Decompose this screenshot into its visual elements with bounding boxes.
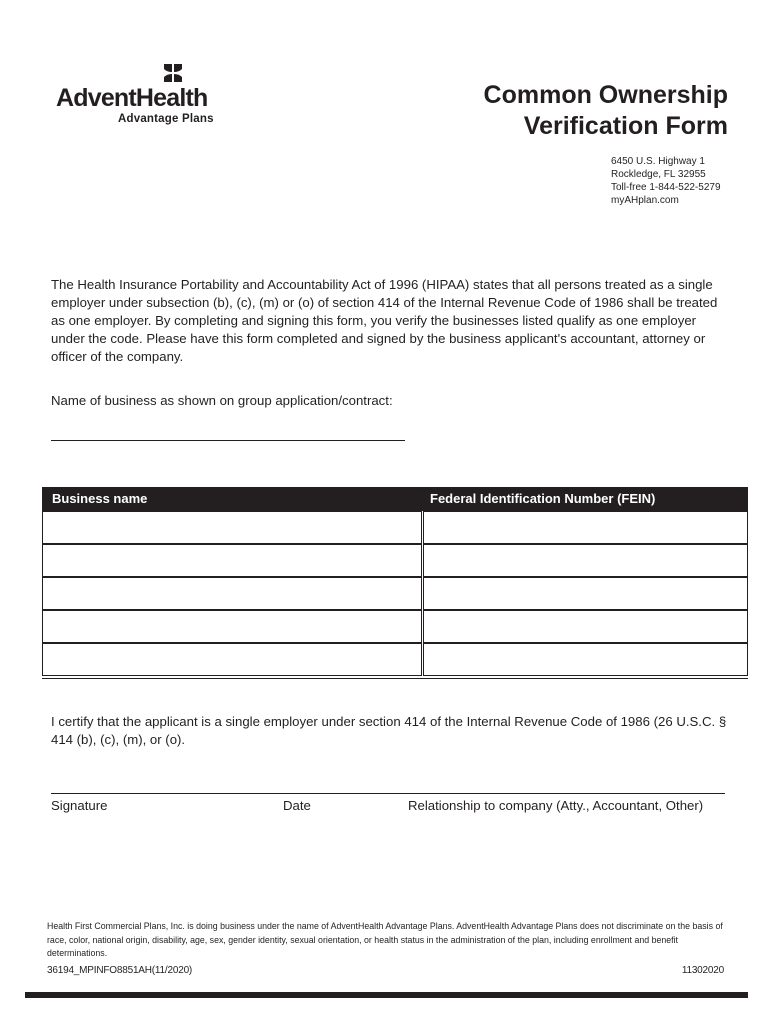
table-row <box>42 544 748 577</box>
table-header <box>42 487 748 511</box>
signature-label: Signature <box>51 798 108 813</box>
business-name-cell[interactable] <box>42 511 422 544</box>
relationship-label: Relationship to company (Atty., Accountant, Other) <box>408 798 704 813</box>
advent-health-logo <box>56 62 226 132</box>
address-street: 6450 U.S. Highway 1 <box>611 156 705 167</box>
form-code: 36194_MPINFO8851AH(11/2020) <box>47 965 193 976</box>
business-name-label: Name of business as shown on group application/contract: <box>51 393 393 408</box>
table-row <box>42 511 748 544</box>
address-website: myAHplan.com <box>611 195 679 206</box>
fein-cell[interactable] <box>423 544 748 577</box>
business-name-cell[interactable] <box>42 643 422 676</box>
address-phone: Toll-free 1-844-522-5279 <box>611 182 721 193</box>
form-title <box>484 80 728 142</box>
fein-cell[interactable] <box>423 610 748 643</box>
signature-line[interactable] <box>51 793 725 794</box>
footer-bar <box>25 992 748 998</box>
form-title-line-2: Verification Form <box>523 112 728 140</box>
four-petal-logo-icon <box>162 62 184 84</box>
form-title-line-1: Common Ownership <box>483 81 728 109</box>
header-business-name: Business name <box>52 491 148 506</box>
logo-name: AdventHealth <box>56 84 208 112</box>
fein-cell[interactable] <box>423 643 748 676</box>
document-number: 11302020 <box>681 965 724 976</box>
address-city: Rockledge, FL 32955 <box>611 169 706 180</box>
nondiscrimination-notice: Health First Commercial Plans, Inc. is doing business under the name of AdventHealth Advantage Plans. AdventHealth Advantage Plans does not discriminate on the basis of race, color, national origin, disability, age, sex, gender identity, sexual orientation, or health status in the administration of the plan, including enrollment and benefit determinations. <box>47 921 723 958</box>
date-label: Date <box>283 798 311 813</box>
company-address <box>611 155 721 207</box>
fein-cell[interactable] <box>423 577 748 610</box>
intro-paragraph: The Health Insurance Portability and Accountability Act of 1996 (HIPAA) states that all persons treated as a single employer under subsection (b), (c), (m) or (o) of section 414 of the Internal Revenue Code of 1986 shall be treated as one employer. By completing and signing this form, you verify the businesses listed qualify as one employer under the code. Please have this form completed and signed by the business applicant's accountant, attorney or officer of the company. <box>51 277 718 364</box>
business-name-cell[interactable] <box>42 544 422 577</box>
certification-statement: I certify that the applicant is a single employer under section 414 of the Internal Revenue Code of 1986 (26 U.S.C. § 414 (b), (c), (m), or (o). <box>51 714 727 747</box>
business-name-cell[interactable] <box>42 610 422 643</box>
logo-subname: Advantage Plans <box>118 113 214 125</box>
table-row <box>42 577 748 610</box>
business-name-cell[interactable] <box>42 577 422 610</box>
table-row <box>42 610 748 643</box>
header-fein: Federal Identification Number (FEIN) <box>430 491 656 506</box>
table-row <box>42 643 748 676</box>
business-name-field[interactable] <box>51 440 405 441</box>
table-bottom-border <box>42 678 748 679</box>
fein-cell[interactable] <box>423 511 748 544</box>
